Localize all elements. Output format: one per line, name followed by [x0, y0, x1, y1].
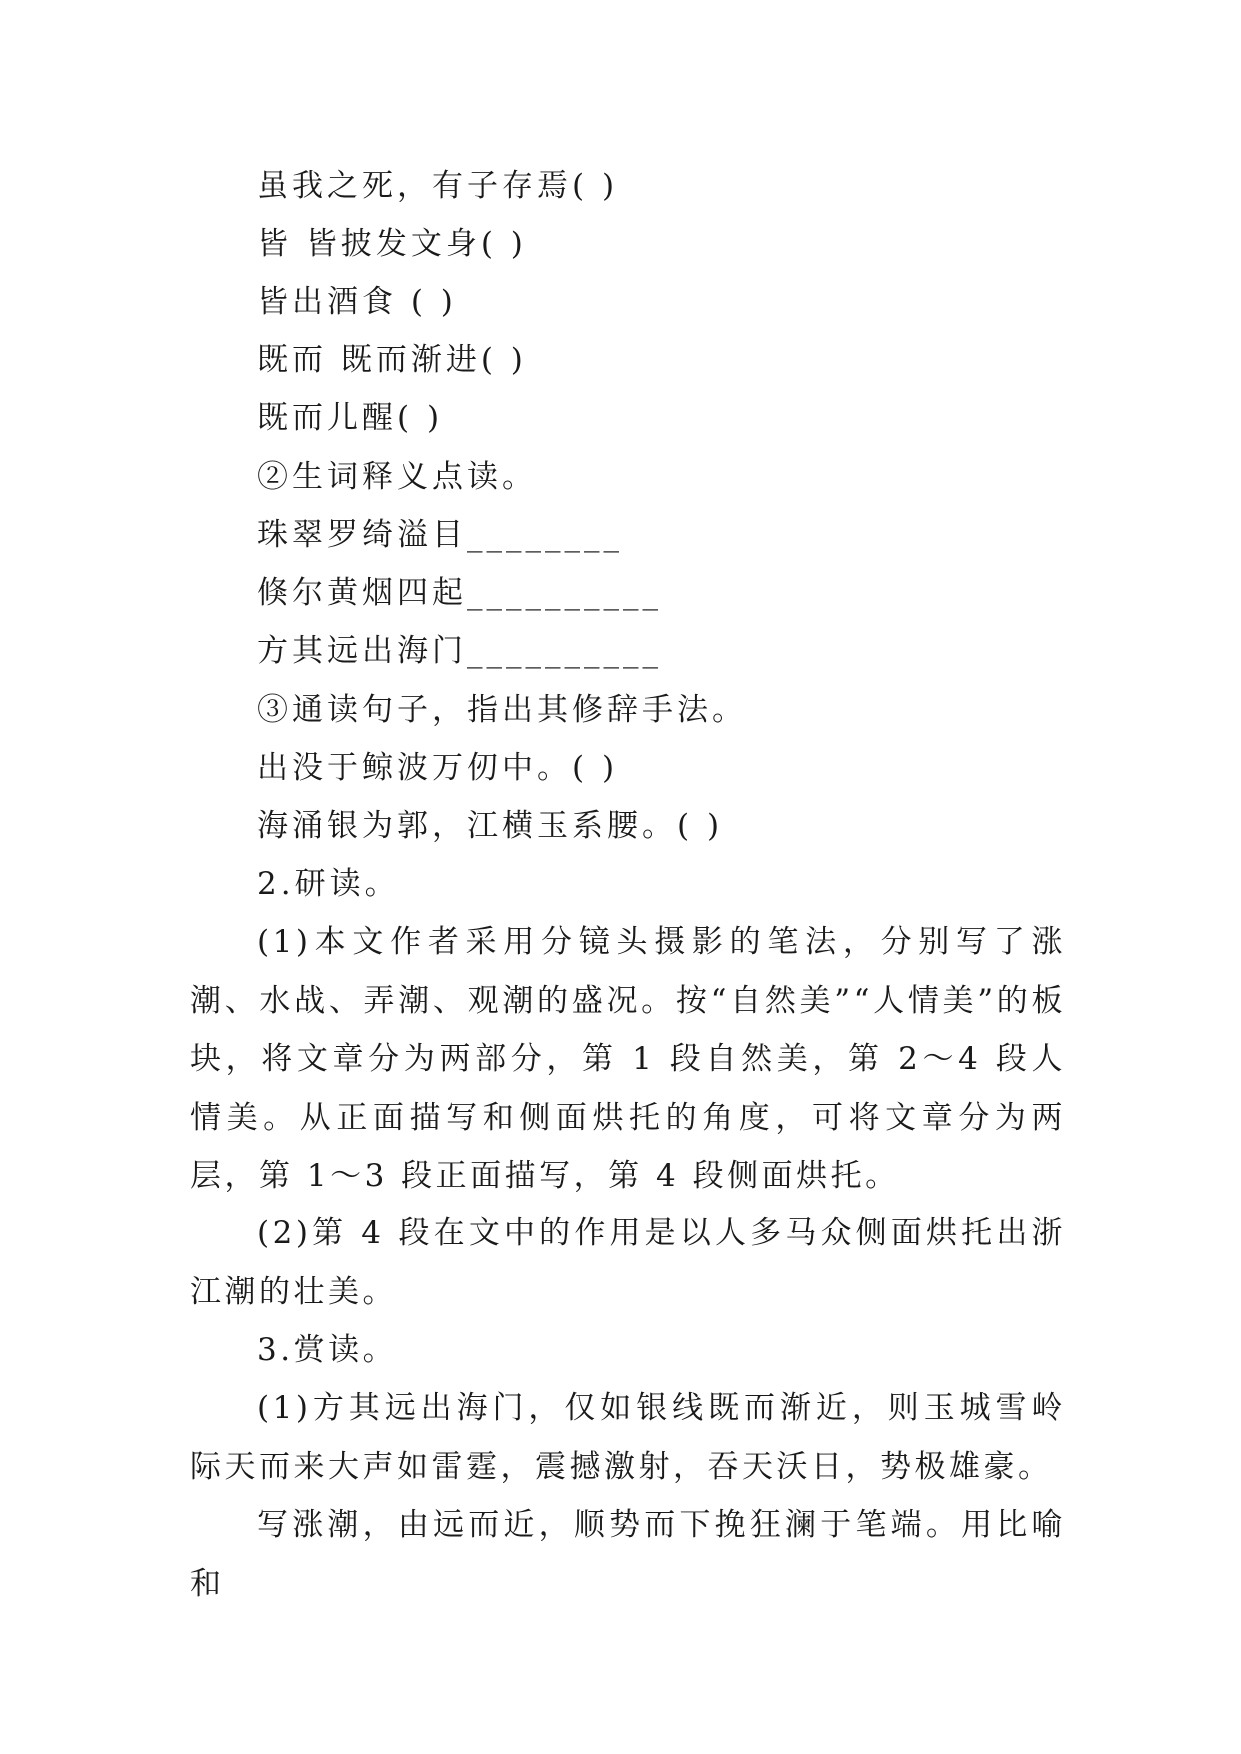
text-line: 海涌银为郭，江横玉系腰。( )	[257, 808, 724, 844]
text-line: 皆 皆披发文身( )	[257, 226, 527, 262]
paragraph: (1)本文作者采用分镜头摄影的笔法，分别写了涨潮、水战、弄潮、观潮的盛况。按“自然美”“人情美”的板块，将文章分为两部分，第 1 段自然美，第 2～4 段人情美。从正面描写和侧面烘托的角度，可将文章分为两层，第 1～3 段正面描写，第 4 段侧面烘托。	[190, 924, 1066, 1194]
section-heading: 3.赏读。	[257, 1332, 398, 1368]
text-line: 珠翠罗绮溢目________	[257, 517, 623, 553]
text-line: 方其远出海门__________	[257, 633, 662, 669]
paragraph: (1)方其远出海门，仅如银线既而渐近，则玉城雪岭际天而来大声如雷霆，震撼激射，吞天沃日，势极雄豪。	[190, 1390, 1066, 1485]
section-heading: 2.研读。	[257, 866, 400, 902]
text-line: 虽我之死，有子存焉( )	[257, 168, 619, 204]
text-line: 倏尔黄烟四起__________	[257, 575, 662, 611]
text-line: 皆出酒食 ( )	[257, 284, 457, 320]
text-line: 既而 既而渐进( )	[257, 342, 527, 378]
section-heading: ③通读句子，指出其修辞手法。	[257, 692, 747, 728]
text-line: 既而儿醒( )	[257, 400, 444, 436]
paragraph: (2)第 4 段在文中的作用是以人多马众侧面烘托出浙江潮的壮美。	[190, 1215, 1066, 1310]
text-line: 出没于鲸波万仞中。( )	[257, 750, 619, 786]
paragraph: 写涨潮，由远而近，顺势而下挽狂澜于笔端。用比喻和	[190, 1507, 1066, 1602]
section-heading: ②生词释义点读。	[257, 459, 537, 495]
